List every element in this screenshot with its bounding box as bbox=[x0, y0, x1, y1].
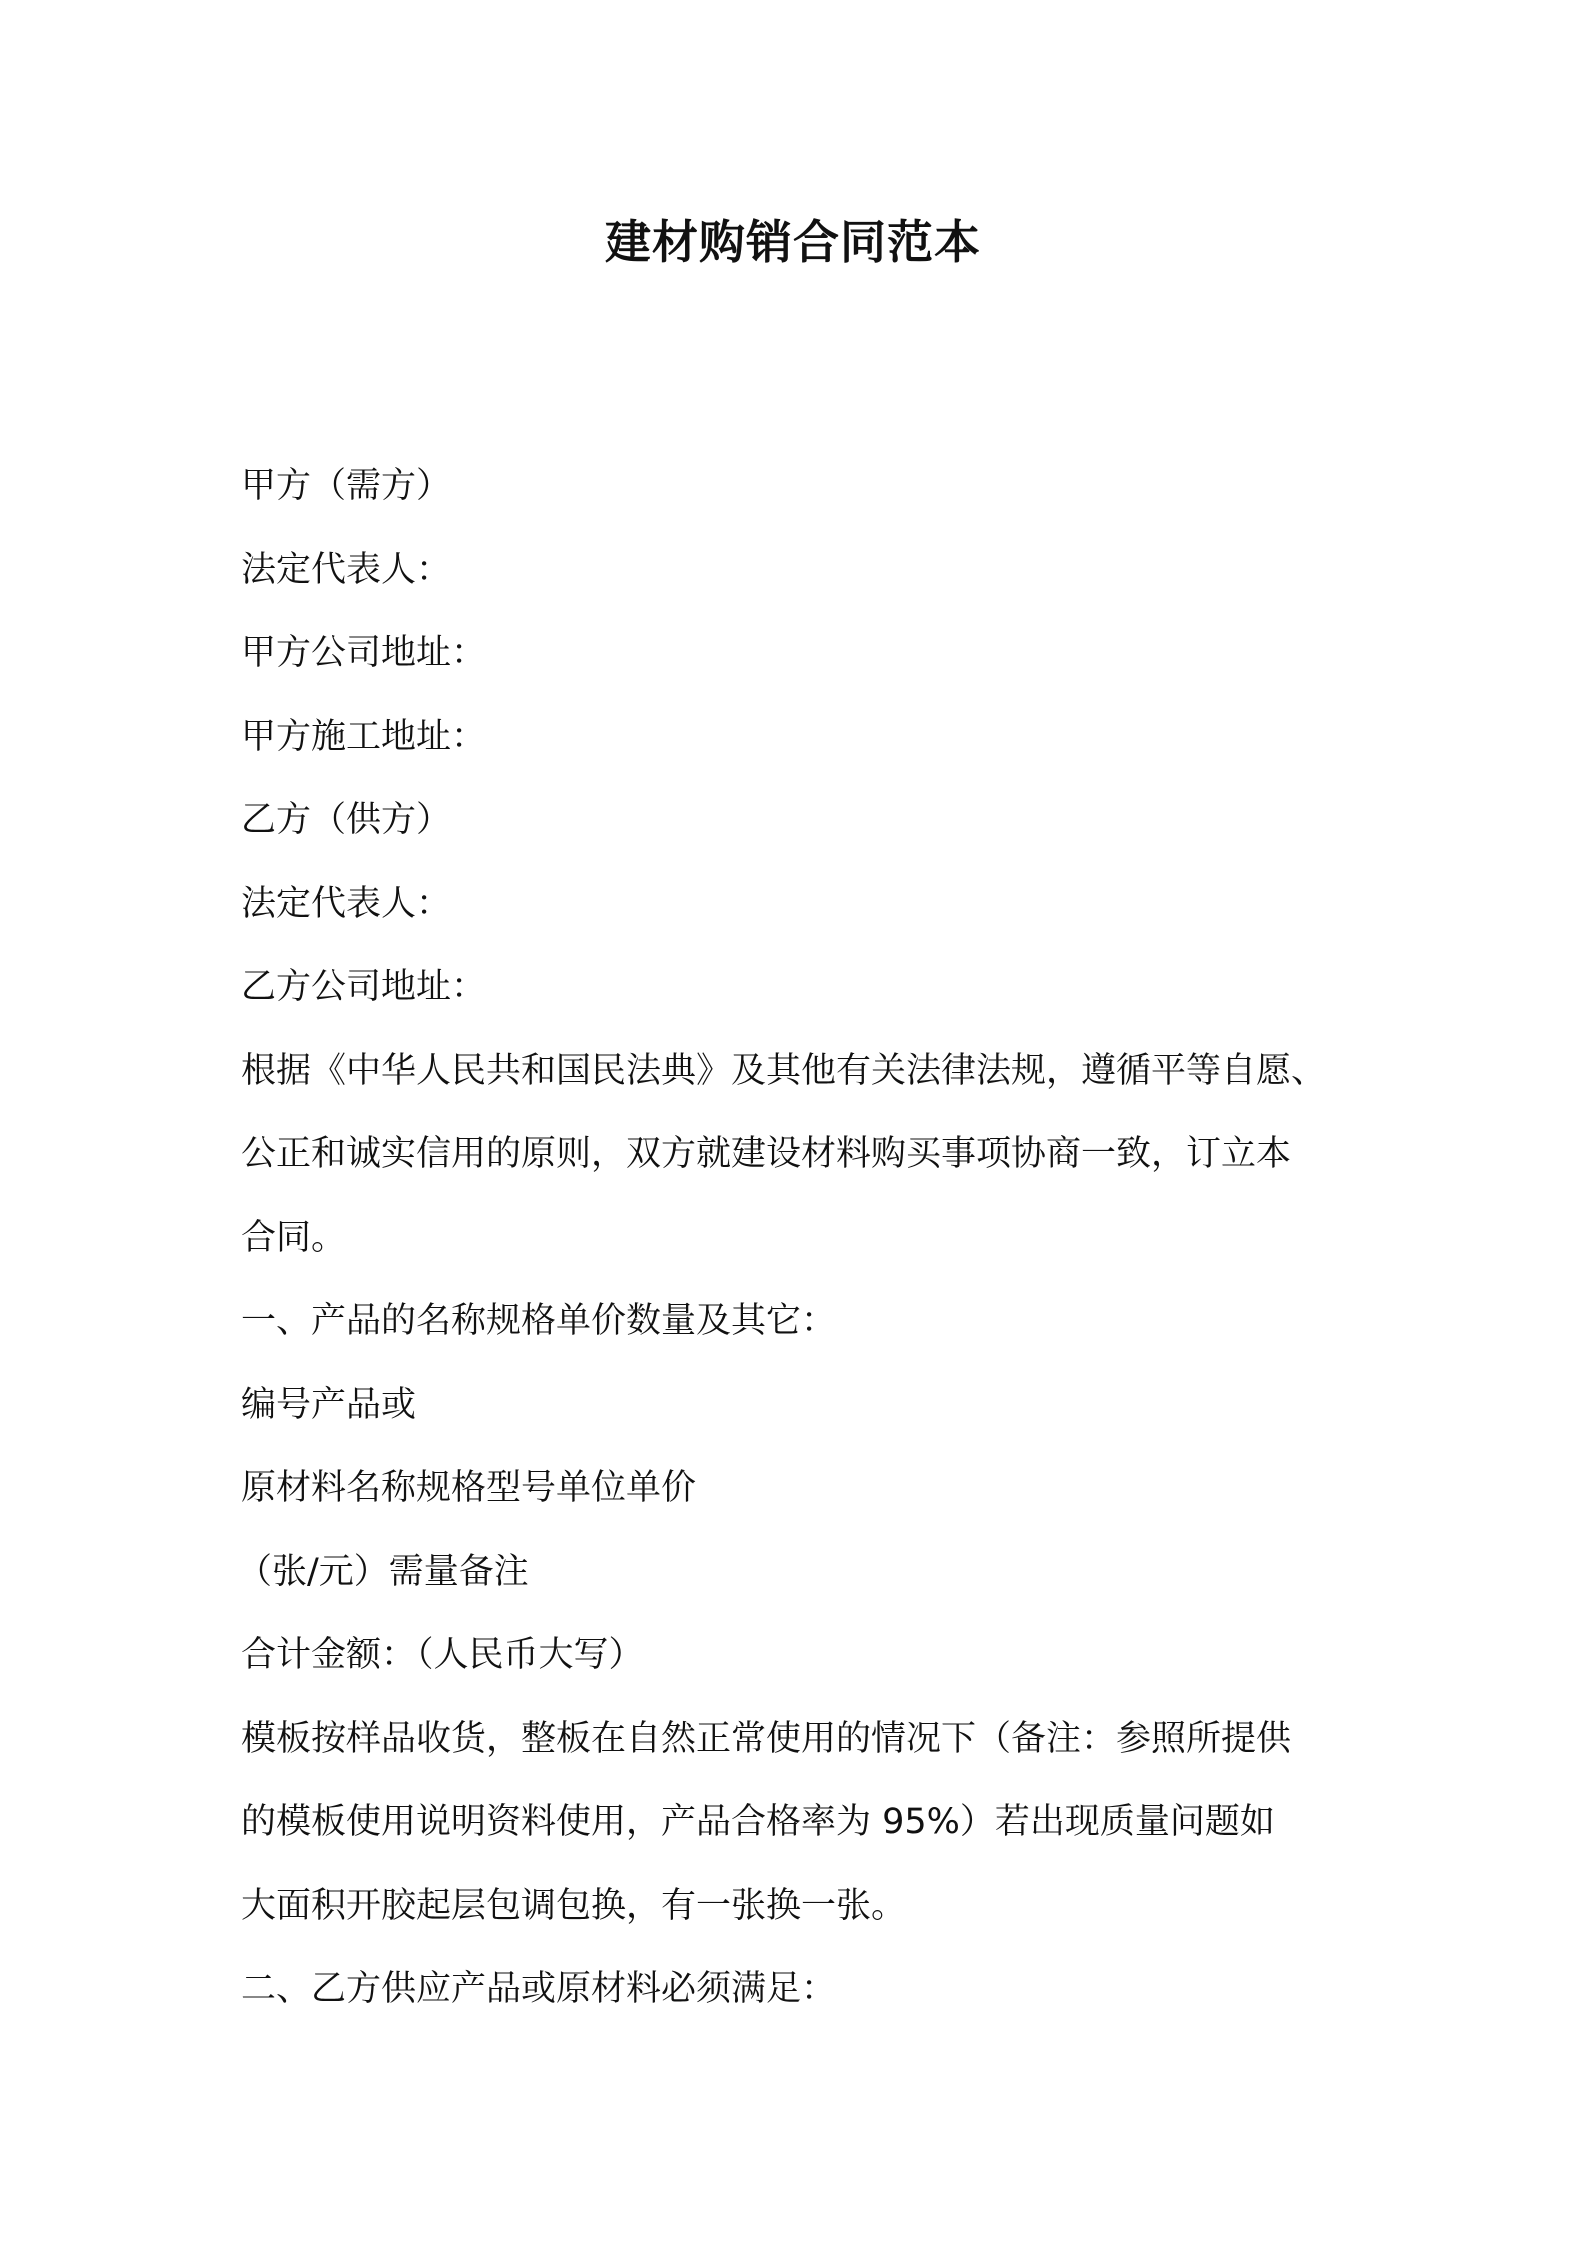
party-a-legal-rep: 法定代表人： bbox=[241, 549, 452, 590]
party-b-company-address: 乙方公司地址： bbox=[241, 967, 487, 1007]
party-b-legal-rep: 法定代表人： bbox=[241, 883, 452, 924]
preamble-line-1: 根据《中华人民共和国民法典》及其他有关法律法规，遵循平等自愿、 bbox=[241, 1050, 1327, 1091]
party-a-site-address: 甲方施工地址： bbox=[241, 716, 487, 757]
preamble-line-2: 公正和诚实信用的原则，双方就建设材料购买事项协商一致，订立本 bbox=[241, 1134, 1292, 1174]
template-clause-line-1: 模板按样品收货，整板在自然正常使用的情况下（备注：参照所提供 bbox=[241, 1718, 1292, 1759]
section-2-heading: 二、乙方供应产品或原材料必须满足： bbox=[241, 1969, 837, 2009]
party-a-label: 甲方（需方） bbox=[241, 466, 452, 506]
document-title: 建材购销合同范本 bbox=[605, 215, 981, 269]
party-a-company-address: 甲方公司地址： bbox=[241, 633, 487, 673]
total-amount-line: 合计金额：（人民币大写） bbox=[241, 1635, 644, 1675]
preamble-line-3: 合同。 bbox=[241, 1217, 347, 1258]
section-1-line-1: 编号产品或 bbox=[241, 1384, 417, 1425]
section-1-line-2: 原材料名称规格型号单位单价 bbox=[241, 1468, 697, 1508]
template-clause-line-2: 的模板使用说明资料使用，产品合格率为 95%）若出现质量问题如 bbox=[241, 1802, 1275, 1842]
section-1-line-3: （张/元）需量备注 bbox=[237, 1551, 529, 1592]
document-body bbox=[237, 445, 1361, 2032]
party-b-label: 乙方（供方） bbox=[241, 800, 452, 840]
template-clause-line-3: 大面积开胶起层包调包换，有一张换一张。 bbox=[241, 1885, 907, 1926]
section-1-heading: 一、产品的名称规格单价数量及其它： bbox=[241, 1301, 837, 1341]
